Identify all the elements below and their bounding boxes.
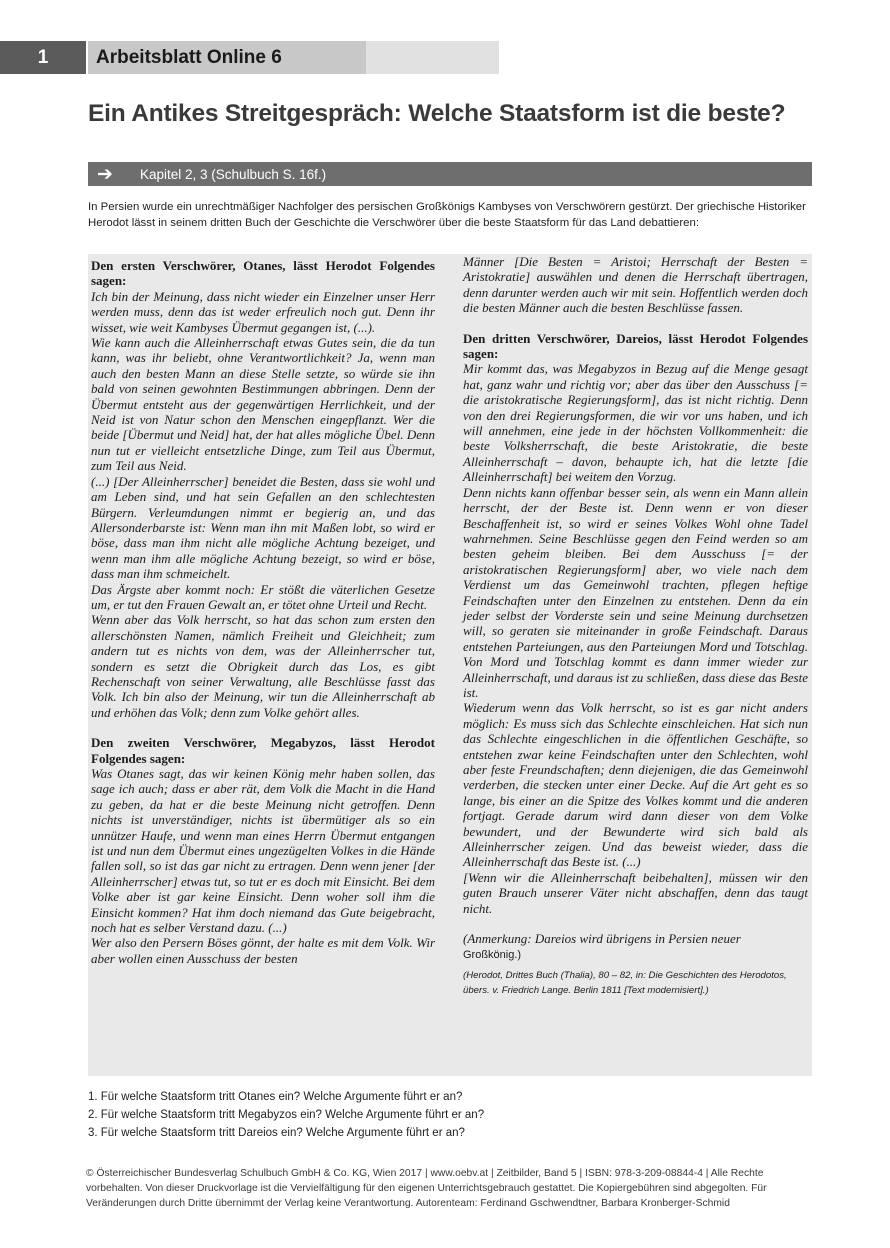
megabyzos-paragraph: Männer [Die Besten = Aristoi; Herrschaft der Besten = Aristokratie] auswählen und denen die Herrschaft übertragen, denn darunter werden auch wir mit sein. Hoffentlich werden doch die besten Männer auch die besten Beschlüsse fassen.: [463, 254, 808, 316]
otanes-paragraph: (...) [Der Alleinherrscher] beneidet die Besten, dass sie wohl und am Leben sind, und hat sein Gefallen an den schlechtesten Bürgern. Verleumdungen nimmt er begierig an, und das Allersonderbarste ist: Wenn man ihn mit Maßen lobt, so wird er böse, dass man ihm nicht alle mögliche Achtung bezeiget, und wenn man ihm alle mögliche Achtung bezeigt, so wird er böse, dass man ihm schmeichelt.: [91, 473, 435, 582]
source-text-box: [88, 254, 812, 1076]
megabyzos-heading: Den zweiten Verschwörer, Megabyzos, lässt Herodot Folgendes sagen:: [91, 735, 435, 766]
page-title: Ein Antikes Streitgespräch: Welche Staatsform ist die beste?: [88, 100, 786, 127]
otanes-paragraph: Ich bin der Meinung, dass nicht wieder ein Einzelner unser Herr werden muss, denn das ist weder erfreulich noch gut. Denn ihr wisset, wie weit Kambyses Übermut gegangen ist, (...).: [91, 288, 435, 335]
worksheet-title: Arbeitsblatt Online 6: [88, 41, 366, 74]
worksheet-number: 1: [0, 41, 86, 74]
dareios-paragraph: Wiederum wenn das Volk herrscht, so ist es gar nicht anders möglich: Es muss sich das Schlechte einschleichen. Hat sich nun das Schlechte eingeschlichen in die öffentlichen Geschäfte, so entstehen zwar keine Feindschaften unter den Schlechten, wohl aber feste Freundschaften; denn diejenigen, die das Gemeinwohl verderben, die stecken unter einer Decke. Auf die Art geht es so lange, bis einer an die Spitze des Volkes kommt und die anderen fortjagt. Gerade darum wird dann dieser von dem Volke bewundert, und der Bewunderte wird sich bald als Alleinherrscher zeigen. Und das beweist wieder, dass die Alleinherrschaft das Beste ist. (...): [463, 700, 808, 870]
intro-text: In Persien wurde ein unrechtmäßiger Nachfolger des persischen Großkönigs Kambyses von Verschwörern gestürzt. Der griechische Historiker Herodot lässt in seinem dritten Buch der Geschichte die Verschwörer über die beste Staatsform für das Land debattieren:: [88, 201, 806, 229]
source-column-right: [463, 254, 808, 998]
megabyzos-paragraph: Wer also den Persern Böses gönnt, der halte es mit dem Volk. Wir aber wollen einen Ausschuss der besten: [91, 935, 435, 966]
note-text-end: Großkönig.): [463, 949, 522, 962]
chapter-reference-bar: [88, 162, 812, 186]
task-item: 1. Für welche Staatsform tritt Otanes ein? Welche Argumente führt er an?: [88, 1091, 463, 1103]
task-list: [88, 1088, 812, 1142]
source-citation: (Herodot, Drittes Buch (Thalia), 80 – 82, in: Die Geschichten des Herodotos, übers. v. Friedrich Lange. Berlin 1811 [Text modernisiert].): [463, 969, 787, 996]
source-column-left: [91, 258, 435, 966]
dareios-paragraph: Denn nichts kann offenbar besser sein, als wenn ein Mann allein herrscht, der der Beste ist. Denn wenn er von dieser Beschaffenheit ist, so wird er seines Volkes Wohl ohne Tadel wahrnehmen. Seine Beschlüsse gegen den Feind werden so am besten geheim bleiben. Bei dem Ausschuss [= der aristokratischen Regierungsform] aber, wo viele nach dem Verdienst um das Gemeinwohl trachten, pflegen heftige Feindschaften unter den Einzelnen zu entstehen. Denn da ein jeder selbst der Vorderste sein und seine Meinung durchsetzen will, so geraten sie miteinander in große Feindschaft. Daraus entstehen Parteiungen, aus den Parteiungen Mord und Totschlag. Von Mord und Totschlag kommt es dann immer wieder zur Alleinherrschaft, und daraus ist zu schließen, dass diese das Beste ist.: [463, 484, 808, 700]
task-item: 2. Für welche Staatsform tritt Megabyzos ein? Welche Argumente führt er an?: [88, 1109, 485, 1121]
dareios-heading: Den dritten Verschwörer, Dareios, lässt Herodot Folgendes sagen:: [463, 330, 808, 362]
note: [463, 931, 808, 964]
dareios-paragraph: [Wenn wir die Alleinherrschaft beibehalten], müssen wir den guten Brauch unserer Väter nicht abschaffen, denn das taugt nicht.: [463, 869, 808, 916]
dareios-paragraph: Mir kommt das, was Megabyzos in Bezug auf die Menge gesagt hat, ganz wahr und richtig vor; aber das über den Ausschuss [= die aristokratische Regierungsform], das ist nicht richtig. Denn von den drei Regierungsformen, die wir vor uns haben, und ich will annehmen, eine jede in der höchsten Vollkommenheit: die beste Volksherrschaft, die beste Aristokratie, die beste Alleinherrschaft – davon, behaupte ich, hat die letzte [die Alleinherrschaft] bei weitem den Vorzug.: [463, 361, 808, 485]
header-band: [366, 41, 499, 74]
megabyzos-paragraph: Was Otanes sagt, das wir keinen König mehr haben sollen, das sage ich auch; dass er aber rät, dem Volk die Macht in die Hand zu geben, da hat er die beste Meinung nicht getroffen. Denn nichts ist unverständiger, nichts ist übermütiger als so ein unnützer Haufe, und wenn man eines Herrn Übermut entgangen ist und nun dem Übermut eines ungezügelten Volkes in die Hände fallen soll, so ist das gar nicht zu ertragen. Denn wenn jener [der Alleinherrscher] etwas tut, so tut er es doch mit Einsicht. Bei dem Volke aber ist gar keine Einsicht. Denn woher soll ihm die Einsicht kommen? Hat ihm doch niemand das Gute beigebracht, noch hat es selber Verstand dazu. (...): [91, 766, 435, 936]
otanes-paragraph: Das Ärgste aber kommt noch: Er stößt die väterlichen Gesetze um, er tut den Frauen Gewalt an, er tötet ohne Urteil und Recht.: [91, 581, 435, 612]
note-text: (Anmerkung: Dareios wird übrigens in Persien neuer: [463, 931, 741, 947]
otanes-heading: Den ersten Verschwörer, Otanes, lässt Herodot Folgendes sagen:: [91, 258, 435, 289]
task-item: 3. Für welche Staatsform tritt Dareios ein? Welche Argumente führt er an?: [88, 1127, 465, 1139]
otanes-paragraph: Wenn aber das Volk herrscht, so hat das schon zum ersten den allerschönsten Namen, nämlich Freiheit und Gleichheit; zum andern tut es nichts von dem, was der Alleinherrscher tut, sondern es setzt die Obrigkeit durch das Los, es gibt Rechenschaft von seiner Verwaltung, alle Beschlüsse fasst das Volk. Ich bin also der Meinung, wir tun die Alleinherrschaft ab und erhöhen das Volk; denn zum Volke gehört alles.: [91, 612, 435, 720]
copyright-footer: © Österreichischer Bundesverlag Schulbuch GmbH & Co. KG, Wien 2017 | www.oebv.at | Zeitbilder, Band 5 | ISBN: 978-3-209-08844-4 | Alle Rechte vorbehalten. Von dieser Druckvorlage ist die Vervielfältigung für den eigenen Unterrichtsgebrauch gestattet. Die Kopiergebühren sind abgegolten. Für Veränderungen durch Dritte übernimmt der Verlag keine Verantwortung. Autorenteam: Ferdinand Gschwendtner, Barbara Kronberger-Schmid: [86, 1168, 767, 1210]
chapter-label: Kapitel 2, 3 (Schulbuch S. 16f.): [140, 166, 327, 182]
arrow-right-icon: ➔: [97, 163, 113, 185]
otanes-paragraph: Wie kann auch die Alleinherrschaft etwas Gutes sein, die da tun kann, was ihr beliebt, ohne Verantwortlichkeit? Ja, wenn man auch den besten Mann an diese Stelle setzte, so würde sie ihn bald von seinen gewohnten Bestimmungen abbringen. Denn der Übermut entsteht aus der gegenwärtigen Herrlichkeit, und der Neid ist von Natur schon den Menschen eingepflanzt. Wer die beide [Übermut und Neid] hat, der hat alles mögliche Übel. Denn nun tut er vielleicht entsetzliche Dinge, zum Teil aus Übermut, zum Teil aus Neid.: [91, 335, 435, 474]
